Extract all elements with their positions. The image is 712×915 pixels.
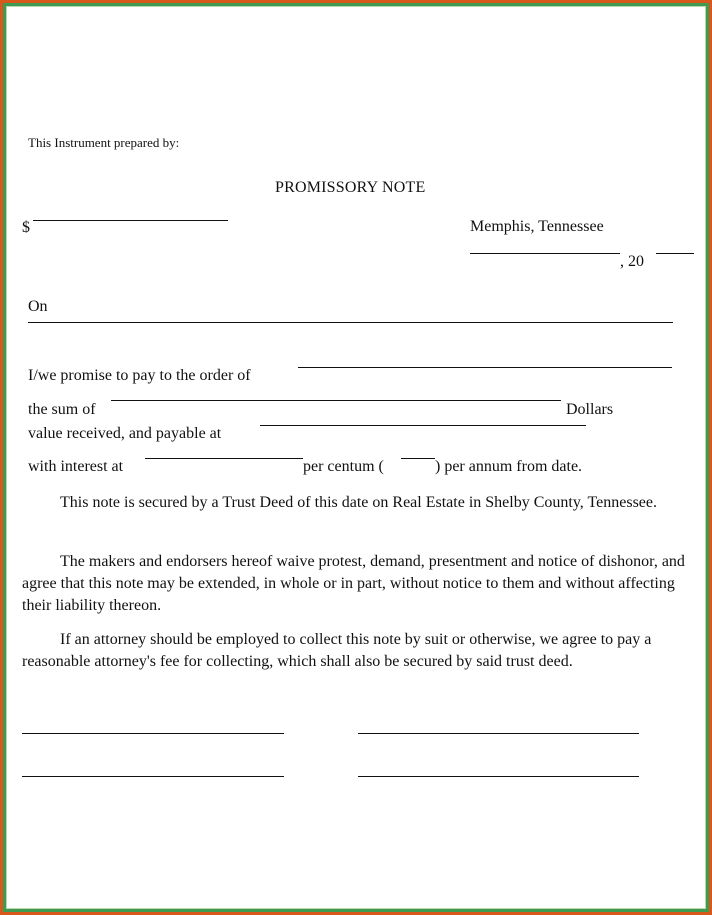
amount-symbol: $: [22, 219, 30, 236]
dollars-label: Dollars: [566, 401, 614, 418]
amount-field[interactable]: [33, 220, 228, 221]
signature-line-right-1[interactable]: [358, 733, 639, 734]
payee-field[interactable]: [298, 367, 672, 368]
year-prefix: , 20: [620, 253, 644, 270]
year-field[interactable]: [656, 253, 694, 254]
signature-line-left-2[interactable]: [22, 776, 284, 777]
signature-line-right-2[interactable]: [358, 776, 639, 777]
per-centum-label: per centum (: [303, 458, 384, 475]
value-received-label: value received, and payable at: [28, 425, 222, 442]
on-date-field[interactable]: [28, 322, 673, 323]
page-title: PROMISSORY NOTE: [275, 179, 426, 196]
on-label: On: [28, 298, 48, 315]
prepared-by-label: This Instrument prepared by:: [28, 135, 180, 150]
promise-label: I/we promise to pay to the order of: [28, 367, 251, 384]
attorney-paragraph: If an attorney should be employed to collect this note by suit or otherwise, we agree to pay a reasonable attorney's fee for collecting, which shall also be secured by said trust deed.: [22, 631, 652, 670]
date-field[interactable]: [470, 253, 620, 254]
interest-rate-field[interactable]: [145, 458, 303, 459]
makers-paragraph: The makers and endorsers hereof waive protest, demand, presentment and notice of dishonor, and agree that this note may be extended, in whole or in part, without notice to them and without affecting their liability thereon.: [22, 553, 685, 614]
sum-field[interactable]: [111, 400, 561, 401]
interest-label: with interest at: [28, 458, 124, 475]
location-text: Memphis, Tennessee: [470, 218, 604, 235]
payable-at-field[interactable]: [260, 425, 586, 426]
trust-deed-paragraph: This note is secured by a Trust Deed of this date on Real Estate in Shelby County, Tennessee.: [60, 494, 658, 511]
per-centum-field[interactable]: [401, 458, 435, 459]
signature-line-left-1[interactable]: [22, 733, 284, 734]
sum-label: the sum of: [28, 401, 96, 418]
per-annum-label: ) per annum from date.: [435, 458, 583, 475]
